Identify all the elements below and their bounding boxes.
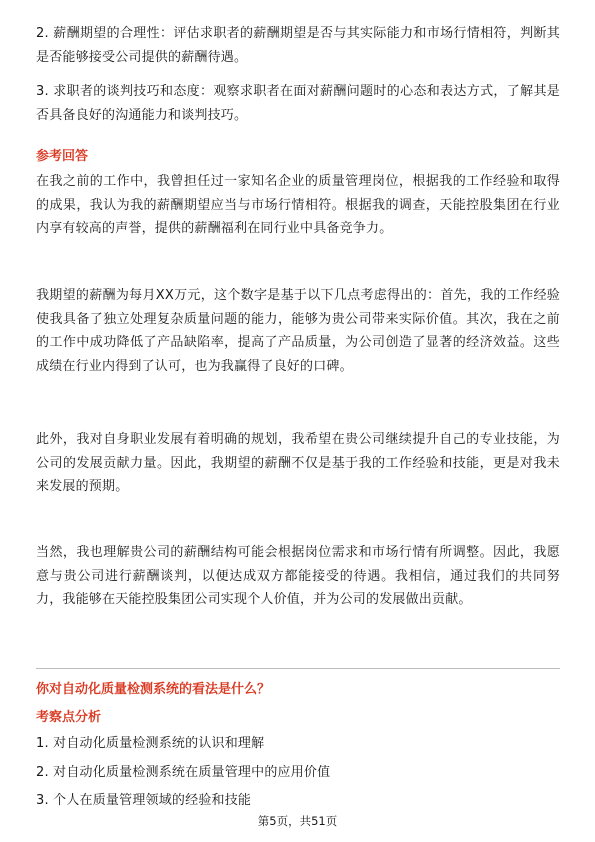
analysis-item-3: 3. 个人在质量管理领域的经验和技能 bbox=[36, 793, 252, 808]
answer-heading: 参考回答 bbox=[36, 149, 89, 164]
criteria-item-3: 3. 求职者的谈判技巧和态度：观察求职者在面对薪酬问题时的心态和表达方式，了解其是否具备良好的沟通能力和谈判技巧。 bbox=[36, 84, 560, 123]
criteria-item-2: 2. 薪酬期望的合理性：评估求职者的薪酬期望是否与其实际能力和市场行情相符，判断其是否能够接受公司提供的薪酬待遇。 bbox=[36, 26, 560, 65]
section-divider bbox=[36, 668, 560, 669]
analysis-item-2: 2. 对自动化质量检测系统在质量管理中的应用价值 bbox=[36, 765, 331, 780]
analysis-heading: 考察点分析 bbox=[36, 710, 102, 725]
answer-paragraph-2: 我期望的薪酬为每月XX万元，这个数字是基于以下几点考虑得出的：首先，我的工作经验使我具备了独立处理复杂质量问题的能力，能够为贵公司带来实际价值。其次，我在之前的工作中成功降低了产品缺陷率，提高了产品质量，为公司创造了显著的经济效益。这些成绩在行业内得到了认可，也为我赢得了良好的口碑。 bbox=[36, 288, 560, 374]
answer-paragraph-3: 此外，我对自身职业发展有着明确的规划，我希望在贵公司继续提升自己的专业技能，为公司的发展贡献力量。因此，我期望的薪酬不仅是基于我的工作经验和技能，更是对我未来发展的预期。 bbox=[36, 432, 560, 494]
answer-paragraph-1: 在我之前的工作中，我曾担任过一家知名企业的质量管理岗位，根据我的工作经验和取得的成果，我认为我的薪酬期望应当与市场行情相符。根据我的调查，天能控股集团在行业内享有较高的声誉，提供的薪酬福利在同行业中具备竞争力。 bbox=[36, 174, 560, 236]
page-number: 第5页，共51页 bbox=[257, 814, 338, 828]
question-title: 你对自动化质量检测系统的看法是什么？ bbox=[36, 682, 271, 697]
answer-paragraph-4: 当然，我也理解贵公司的薪酬结构可能会根据岗位需求和市场行情有所调整。因此，我愿意与贵公司进行薪酬谈判，以便达成双方都能接受的待遇。我相信，通过我们的共同努力，我能够在天能控股集团公司实现个人价值，并为公司的发展做出贡献。 bbox=[36, 545, 560, 607]
analysis-item-1: 1. 对自动化质量检测系统的认识和理解 bbox=[36, 736, 265, 751]
